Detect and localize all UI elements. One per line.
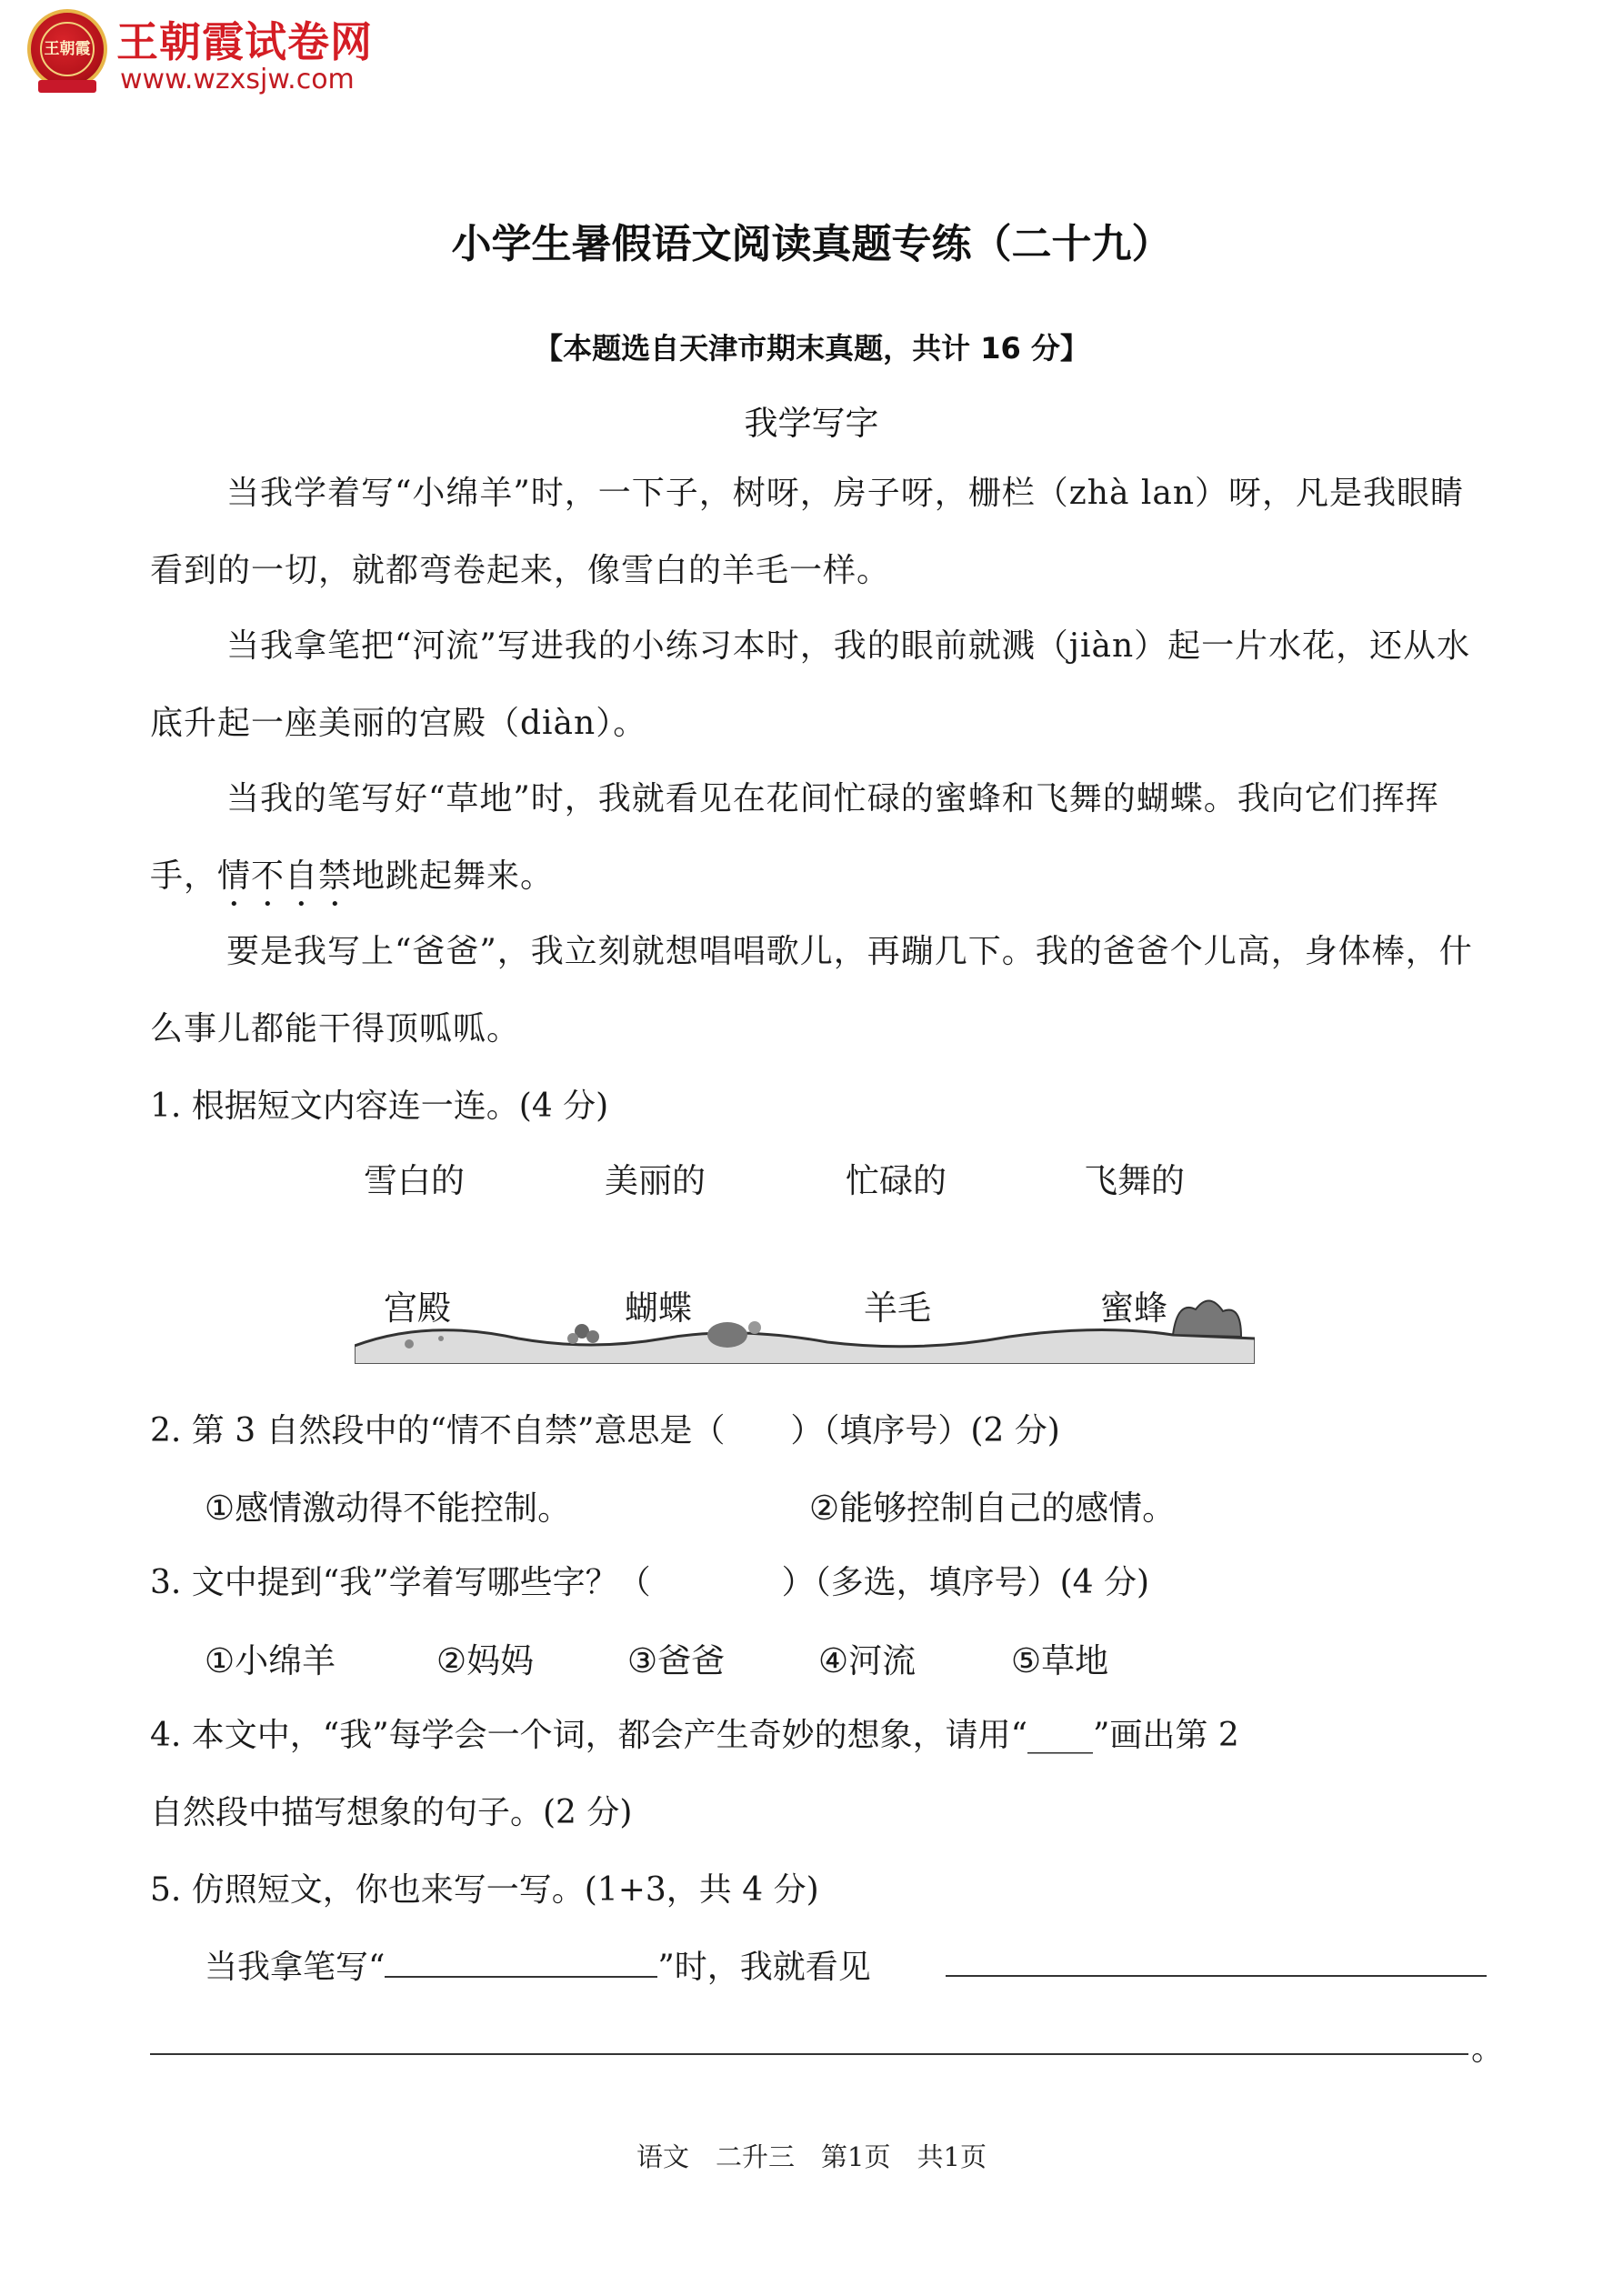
q5-prompt-part2: ”时，我就看见 [657, 1949, 871, 1986]
q3-option-2[interactable]: ②妈妈 [436, 1641, 535, 1680]
question-4-line-1: 4. 本文中，“我”每学会一个词，都会产生奇妙的想象，请用“____”画出第 2 [150, 1717, 1239, 1754]
paragraph-3 [150, 760, 1487, 915]
q3-option-4[interactable]: ④河流 [818, 1641, 917, 1680]
paragraph-2: 当我拿笔把“河流”写进我的小练习本时，我的眼前就溅（jiàn）起一片水花，还从水底升起一座美丽的宫殿（diàn）。 [150, 627, 1471, 742]
q5-answer-blank-1[interactable] [946, 1975, 1487, 1977]
site-name[interactable]: 王朝霞试卷网 [116, 17, 373, 66]
page-title: 小学生暑假语文阅读真题专练（二十九） [451, 221, 1172, 267]
question-1: 1. 根据短文内容连一连。(4 分) [150, 1088, 609, 1125]
q5-answer-blank-2[interactable] [150, 2053, 1468, 2055]
top-word-2[interactable]: 美丽的 [605, 1161, 706, 1200]
bottom-word-3[interactable]: 羊毛 [864, 1288, 931, 1328]
site-url[interactable]: www.wzxsjw.com [120, 64, 355, 95]
q5-word-blank[interactable] [385, 1945, 657, 1978]
shrub-icon [1173, 1300, 1241, 1337]
paragraph-3-before: 当我的笔写好“草地”时，我就看见在花间忙碌的蜜蜂和飞舞的蝴蝶。我向它们挥挥手， [150, 780, 1439, 895]
q5-prompt-part1: 当我拿笔写“ [205, 1949, 386, 1986]
emphasis-qingbuzijin: 情不自禁 [217, 857, 353, 895]
bottom-word-2[interactable]: 蝴蝶 [625, 1288, 692, 1328]
bottom-word-1[interactable]: 宫殿 [384, 1288, 451, 1328]
question-2: 2. 第 3 自然段中的“情不自禁”意思是（ ）（填序号）(2 分) [150, 1412, 1060, 1449]
bottom-word-4[interactable]: 蜜蜂 [1100, 1288, 1167, 1328]
paragraph-4: 要是我写上“爸爸”，我立刻就想唱唱歌儿，再蹦几下。我的爸爸个儿高，身体棒，什么事儿都能干得顶呱呱。 [150, 933, 1473, 1048]
logo-text: 王朝霞 [40, 22, 95, 76]
q2-option-2[interactable]: ②能够控制自己的感情。 [809, 1489, 1177, 1528]
top-word-3[interactable]: 忙碌的 [846, 1161, 947, 1200]
passage-title: 我学写字 [744, 404, 879, 443]
logo-badge [27, 9, 107, 89]
q3-option-1[interactable]: ①小绵羊 [205, 1641, 336, 1680]
paragraph-3-after: 地跳起舞来。 [352, 857, 555, 895]
flower-icon [567, 1324, 599, 1344]
top-word-1[interactable]: 雪白的 [364, 1161, 465, 1200]
question-3: 3. 文中提到“我”学着写哪些字？（ ）（多选，填序号）(4 分) [150, 1564, 1150, 1601]
question-5: 5. 仿照短文，你也来写一写。(1+3，共 4 分) [150, 1871, 819, 1909]
q5-prompt [205, 1941, 871, 1988]
source-note: 【本题选自天津市期末真题，共计 16 分】 [534, 331, 1089, 366]
q5-end-mark: 。 [1471, 2030, 1505, 2068]
q3-option-5[interactable]: ⑤草地 [1011, 1641, 1109, 1680]
logo-ribbon [38, 80, 96, 93]
top-word-4[interactable]: 飞舞的 [1084, 1161, 1185, 1200]
question-4-line-2: 自然段中描写想象的句子。(2 分) [150, 1794, 633, 1831]
paragraph-1: 当我学着写“小绵羊”时，一下子，树呀，房子呀，栅栏（zhà lan）呀，凡是我眼睛看到的一切，就都弯卷起来，像雪白的羊毛一样。 [150, 475, 1465, 589]
page-footer: 语文 二升三 第1页 共1页 [636, 2141, 987, 2172]
q2-option-1[interactable]: ①感情激动得不能控制。 [205, 1489, 572, 1528]
q3-option-3[interactable]: ③爸爸 [627, 1641, 726, 1680]
